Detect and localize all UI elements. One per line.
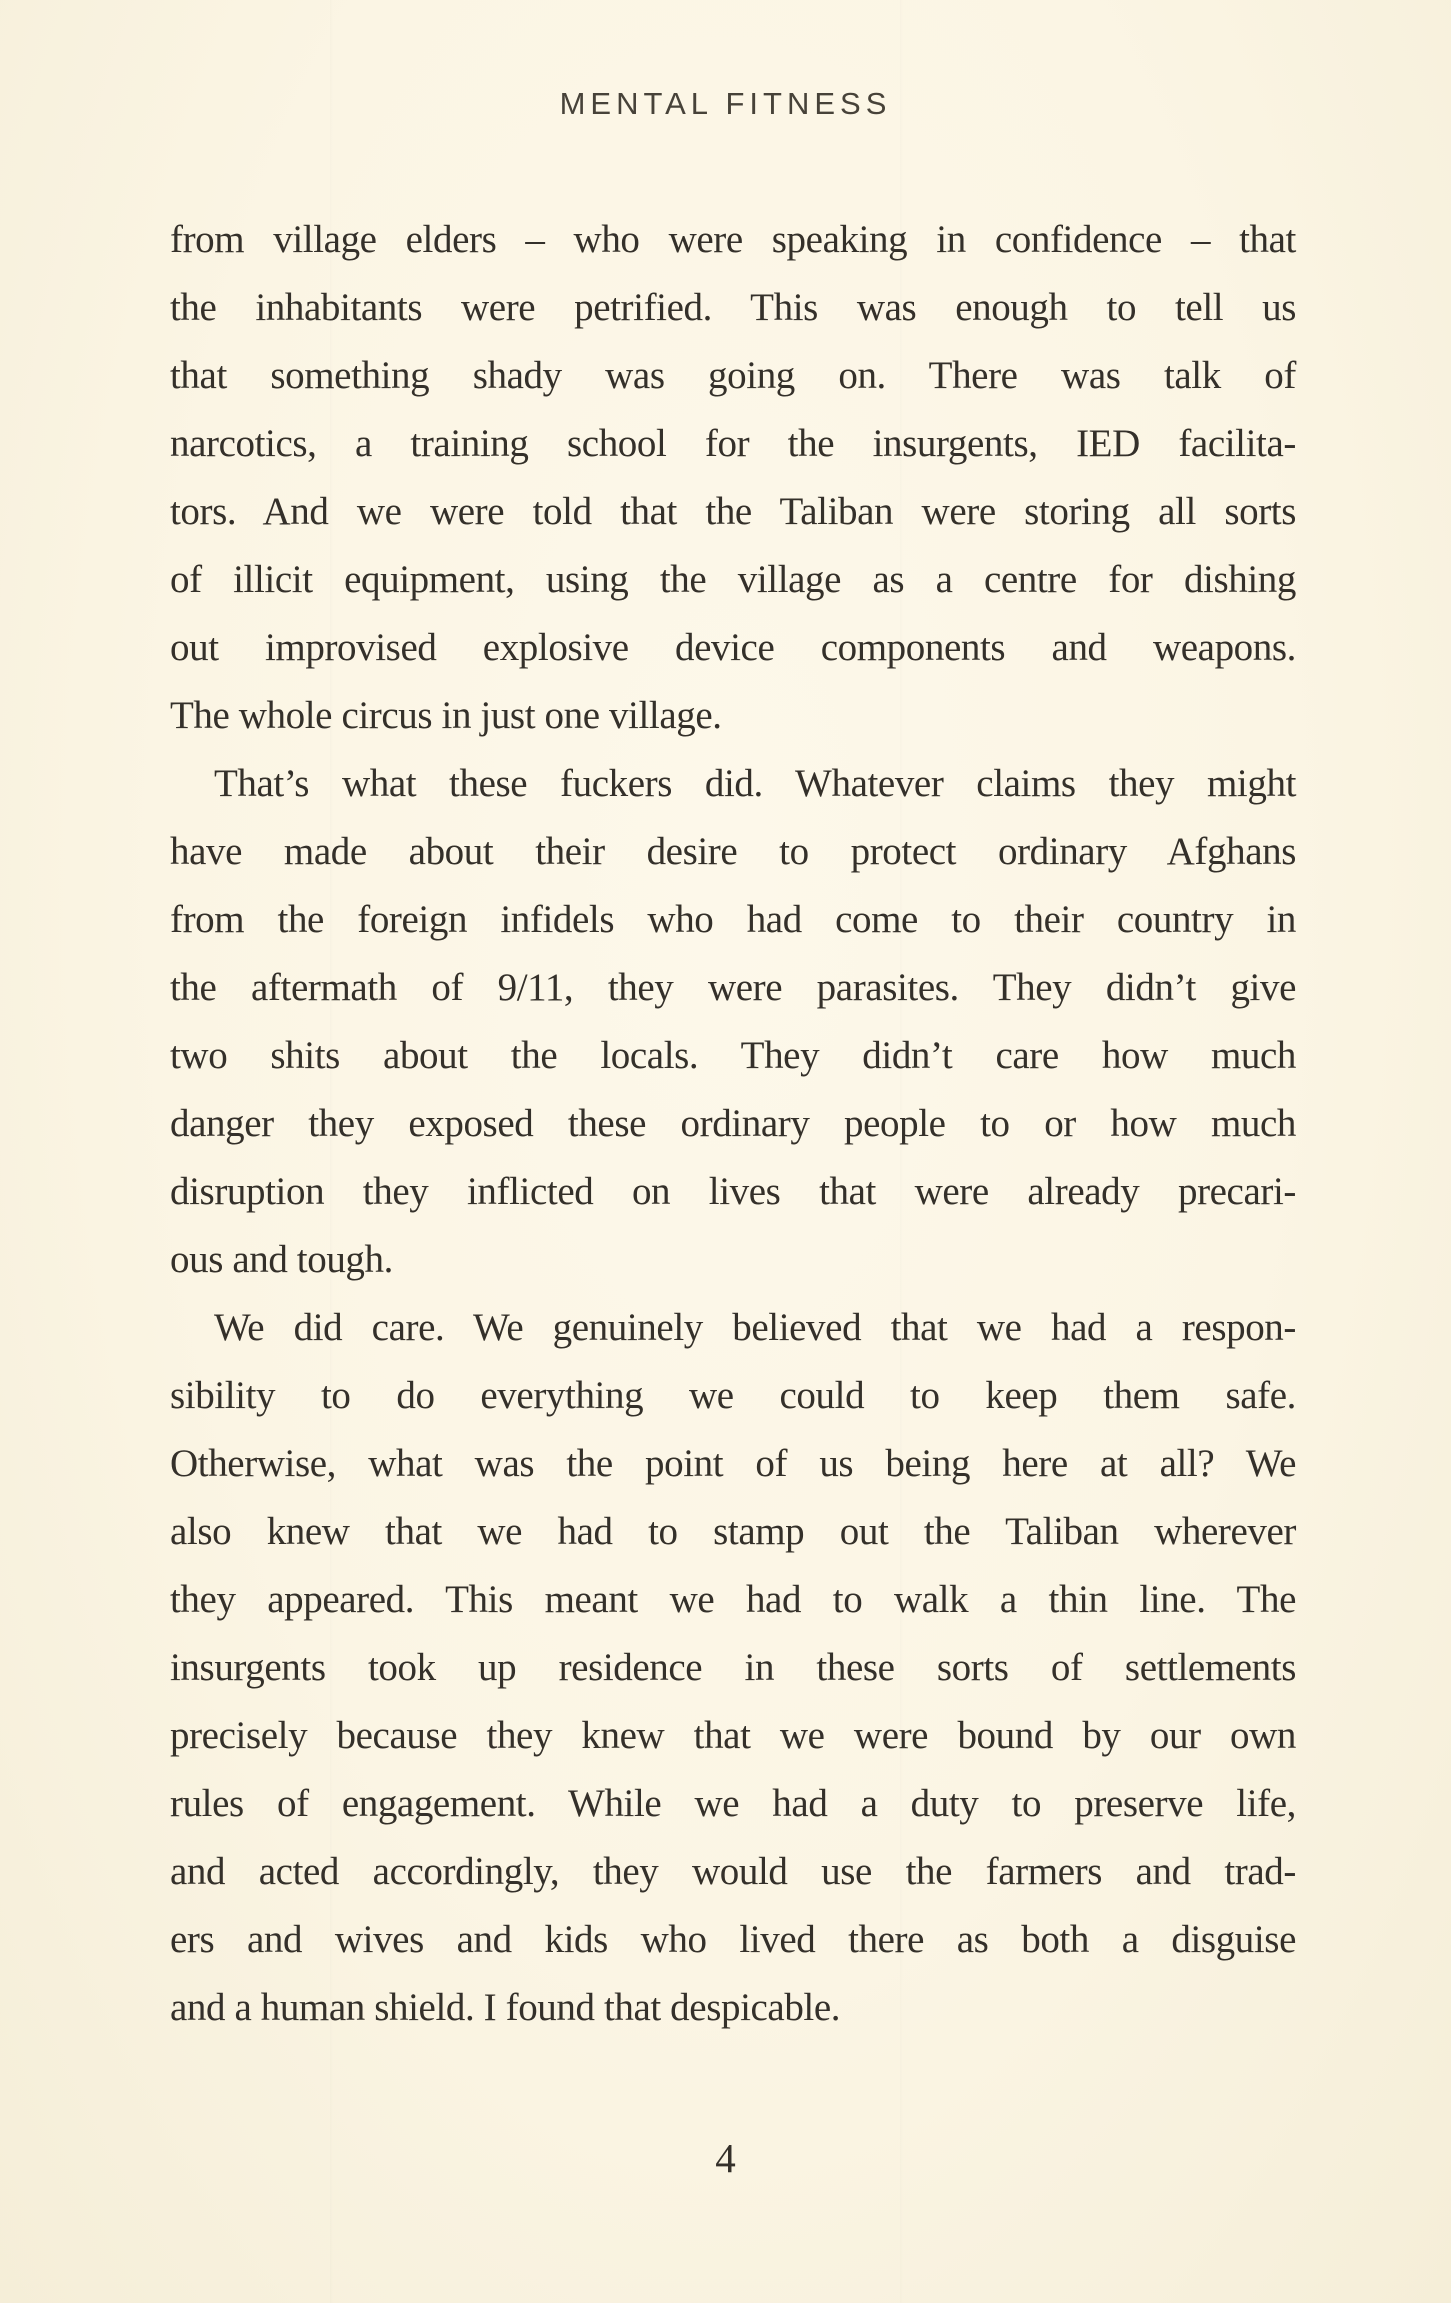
text-line: the inhabitants were petrified. This was enough to tell us — [170, 286, 1296, 329]
text-line: two shits about the locals. They didn’t care how much — [170, 1034, 1296, 1077]
text-line: sibility to do everything we could to keep them safe. — [170, 1374, 1296, 1417]
text-line: of illicit equipment, using the village as a centre for dishing — [170, 558, 1296, 601]
text-line: insurgents took up residence in these sorts of settlements — [170, 1646, 1296, 1689]
text-line: and a human shield. I found that despicable. — [170, 1986, 841, 2029]
text-line: ous and tough. — [170, 1238, 393, 1281]
text-line: ers and wives and kids who lived there as both a disguise — [170, 1918, 1296, 1961]
text-line: narcotics, a training school for the insurgents, IED facilita- — [170, 422, 1296, 465]
text-line: disruption they inflicted on lives that were already precari- — [170, 1170, 1296, 1213]
text-line: We did care. We genuinely believed that we had a respon- — [214, 1306, 1296, 1349]
text-line: danger they exposed these ordinary people to or how much — [170, 1102, 1296, 1145]
text-line: rules of engagement. While we had a duty to preserve life, — [170, 1782, 1296, 1825]
text-line: they appeared. This meant we had to walk a thin line. The — [170, 1578, 1296, 1621]
text-line: That’s what these fuckers did. Whatever claims they might — [214, 762, 1296, 805]
text-line: out improvised explosive device components and weapons. — [170, 626, 1296, 669]
text-line: that something shady was going on. There was talk of — [170, 354, 1296, 397]
text-line: from the foreign infidels who had come to their country in — [170, 898, 1296, 941]
text-line: also knew that we had to stamp out the Taliban wherever — [170, 1510, 1296, 1553]
text-line: precisely because they knew that we were bound by our own — [170, 1714, 1296, 1757]
text-line: from village elders – who were speaking in confidence – that — [170, 218, 1296, 261]
text-line: The whole circus in just one village. — [170, 694, 722, 737]
text-line: the aftermath of 9/11, they were parasites. They didn’t give — [170, 966, 1296, 1009]
text-line: have made about their desire to protect ordinary Afghans — [170, 830, 1296, 873]
text-line: Otherwise, what was the point of us being here at all? We — [170, 1442, 1296, 1485]
page-number: 4 — [715, 2135, 736, 2181]
text-line: tors. And we were told that the Taliban were storing all sorts — [170, 490, 1296, 533]
running-header: MENTAL FITNESS — [559, 86, 892, 121]
body-text — [170, 206, 1296, 2042]
text-line: and acted accordingly, they would use the farmers and trad- — [170, 1850, 1296, 1893]
